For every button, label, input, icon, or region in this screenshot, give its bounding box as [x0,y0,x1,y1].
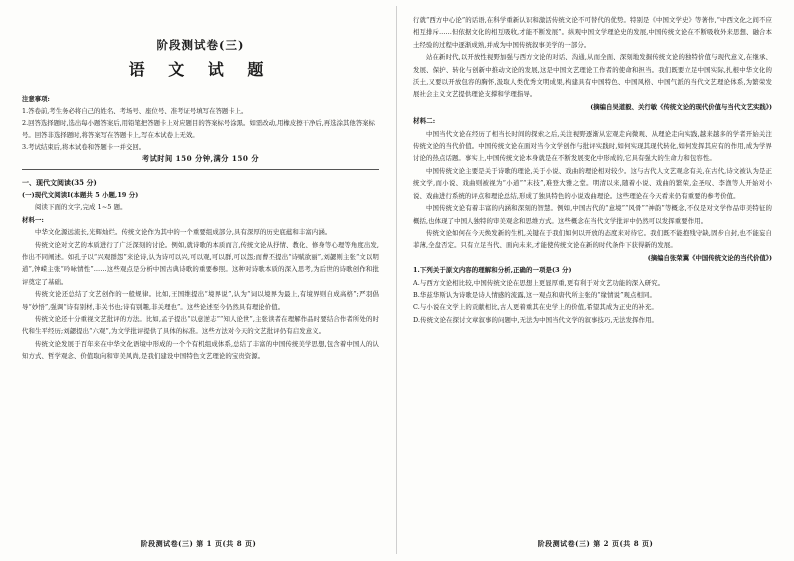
material-label: 材料一: [22,215,44,224]
instruction: 阅读下面的文字,完成 1~5 题。 [35,203,127,212]
exam-title: 阶段测试卷(三) [156,38,245,52]
section-heading: 一、现代文阅读(35 分) [22,178,97,187]
notice-heading: 注意事项: [22,95,50,103]
source-citation: (摘编自吴道毅、关行敏《传统文论的现代价值与当代文艺实践》) [590,102,772,111]
notice-item: 3.考试结束后,将本试卷和答题卡一并交回。 [22,143,146,151]
notice-item: 1.答卷前,考生务必将自己的姓名、考场号、座位号、准考证号填写在答题卡上。 [22,107,248,115]
notice-item: 2.回答选择题时,选出每小题答案后,用铅笔把答题卡上对应题目的答案标号涂黑。如需改动,用橡皮擦干净后,再选涂其他答案标号。回答非选择题时,将答案写在答题卡上,写在本试卷上无效。 [22,119,375,139]
option-a: A.与西方文论相比较,中国传统文论在思想上更显厚重,更有利于对文艺功能的深入研究。 [413,278,665,287]
question-stem: 1.下列关于原文内容的理解和分析,正确的一项是(3 分) [413,266,572,275]
paragraph: 传统文论对文艺的本质进行了广泛深刻的讨论。例如,就诗歌的本质而言,传统文论从抒情、教化、修身等心理等角度出发,作出不同阐述。如孔子以“兴观群怨”来论诗,认为诗可以兴,可以观,可以群,可以怨;而曹丕提出“诗赋欲丽”,刘勰则主张“文以明道”,钟嵘主张“吟咏情性”……这些观点是分析中国古典诗歌的重要参照。这种对诗歌本质的深入思考,为后世的诗歌创作和批评奠定了基础。 [22,240,379,286]
paragraph: 中国传统文论主要是关于诗歌的理论,关于小说、戏曲的理论相对较少。这与古代人文艺观念有关,在古代,诗文被认为是正统文学,而小说、戏曲则被视为“小道”“末技”,难登大雅之堂。明清以来,随着小说、戏曲的繁荣,金圣叹、李渔等人开始对小说、戏曲进行系统的评点和理论总结,形成了独具特色的小说戏曲理论。这些理论在今天看来仍有重要的参考价值。 [413,166,772,200]
paragraph: 传统文论还十分重视文艺批评的方法。比如,孟子提出“以意逆志”“知人论世”,主张读者在理解作品时要结合作者所处的时代和生平经历;刘勰提出“六观”,为文学批评提供了具体的标准。这些方法对今天的文艺批评仍有启发意义。 [22,315,379,336]
paragraph: 中国当代文论在经历了相当长时间的探索之后,关注视野逐渐从宏观走向微观、从理论走向实践,越来越多的学者开始关注传统文论的当代价值。中国传统文论在面对当今文学创作与批评实践时,如何实现其现代转化,如何发挥其应有的作用,成为学界讨论的热点话题。事实上,中国传统文论本身就是在不断发展变化中形成的,它具有强大的生命力和包容性。 [413,129,772,163]
paragraph: 传统文论还总结了文艺创作的一般规律。比如,王国维提出“境界说”,认为“词以境界为最上,有境界则自成高格”;严羽倡导“妙悟”,强调“诗有别材,非关书也;诗有别趣,非关理也”。这些论述至今仍然具有理论价值。 [22,290,379,311]
paragraph: 传统文论如何在今天焕发新的生机,关键在于我们如何以开放的态度来对待它。我们既不能抱残守缺,固步自封,也不能妄自菲薄,全盘否定。只有立足当代、面向未来,才能使传统文论在新的时代条件下获得新的发展。 [413,228,772,250]
paragraph: 中华文化源远流长,光辉灿烂。传统文论作为其中的一个重要组成部分,具有深厚的历史底蕴和丰富内涵。 [35,228,332,237]
subsection-heading: (一)现代文阅读Ⅰ(本题共 5 小题,19 分) [22,191,139,199]
page-right [397,0,794,561]
paragraph: 中国传统文论有着丰富的内涵和深刻的智慧。例如,中国古代的“意境”“风骨”“神韵”等概念,不仅是对文学作品审美特征的概括,也体现了中国人独特的审美观念和思维方式。这些概念在当代文学批评中仍然可以发挥重要作用。 [413,204,772,225]
paragraph: 行就“西方中心论”的话语,在科学重新认识和激活传统文论不可替代的优势。特别是《中国文学史》等著作,“中西文化之间不应相互排斥……但依据文化的相互吸收,才能不断发展”。纵观中国文学理论史的发展,中国传统文论在不断吸收外来思想、融合本土经验的过程中逐渐成熟,并成为中国传统叙事美学的一部分。 [413,16,772,49]
paragraph: 传统文论发展于百年来在中华文化语境中形成的一个个有机组成体系,总结了丰富的中国传统美学思想,包含着中国人的认知方式、哲学观念、价值取向和审美风尚,是我们建设中国特色文艺理论的宝贵资源。 [22,339,379,361]
material-label: 材料二: [413,117,436,126]
exam-time: 考试时间 150 分钟,满分 150 分 [22,154,379,170]
page-footer: 阶段测试卷(三) 第 1 页(共 8 页) [140,539,257,548]
page-footer: 阶段测试卷(三) 第 2 页(共 8 页) [537,539,654,548]
source-citation: (摘编自张荣翼《中国传统文论的当代价值》) [647,253,772,262]
notice-block [22,93,379,153]
option-c: C.与小说在文学上的贡献相比,古人更着重其在史学上的价值,希望其成为正史的补充。 [413,303,658,312]
paragraph: 站在新时代,以开放性视野加强与西方文论的对话、沟通,从而全面、深刻地发掘传统文论的独特价值与现代意义,在继承、发展、保护、转化与创新中推动文论的发展,这是中国文艺理论工作者的使命和担当。我们既要立足中国实际,扎根中华文化的沃土,又要以开放包容的胸怀,汲取人类优秀文明成果,构建具有中国特色、中国风格、中国气派的当代文艺理论体系,为繁荣发展社会主义文艺提供理论支撑和学理指导。 [413,53,772,99]
option-d: D.传统文论在探讨文章叙事的问题中,无法为中国当代文学的叙事技巧,无法发挥作用。 [413,315,659,324]
subject-title: 语 文 试 题 [128,60,273,79]
option-b: B.华兹华斯认为诗歌是诗人情感的流露,这一观点和唐代所主张的“缘情说”观点相同。 [413,290,656,299]
